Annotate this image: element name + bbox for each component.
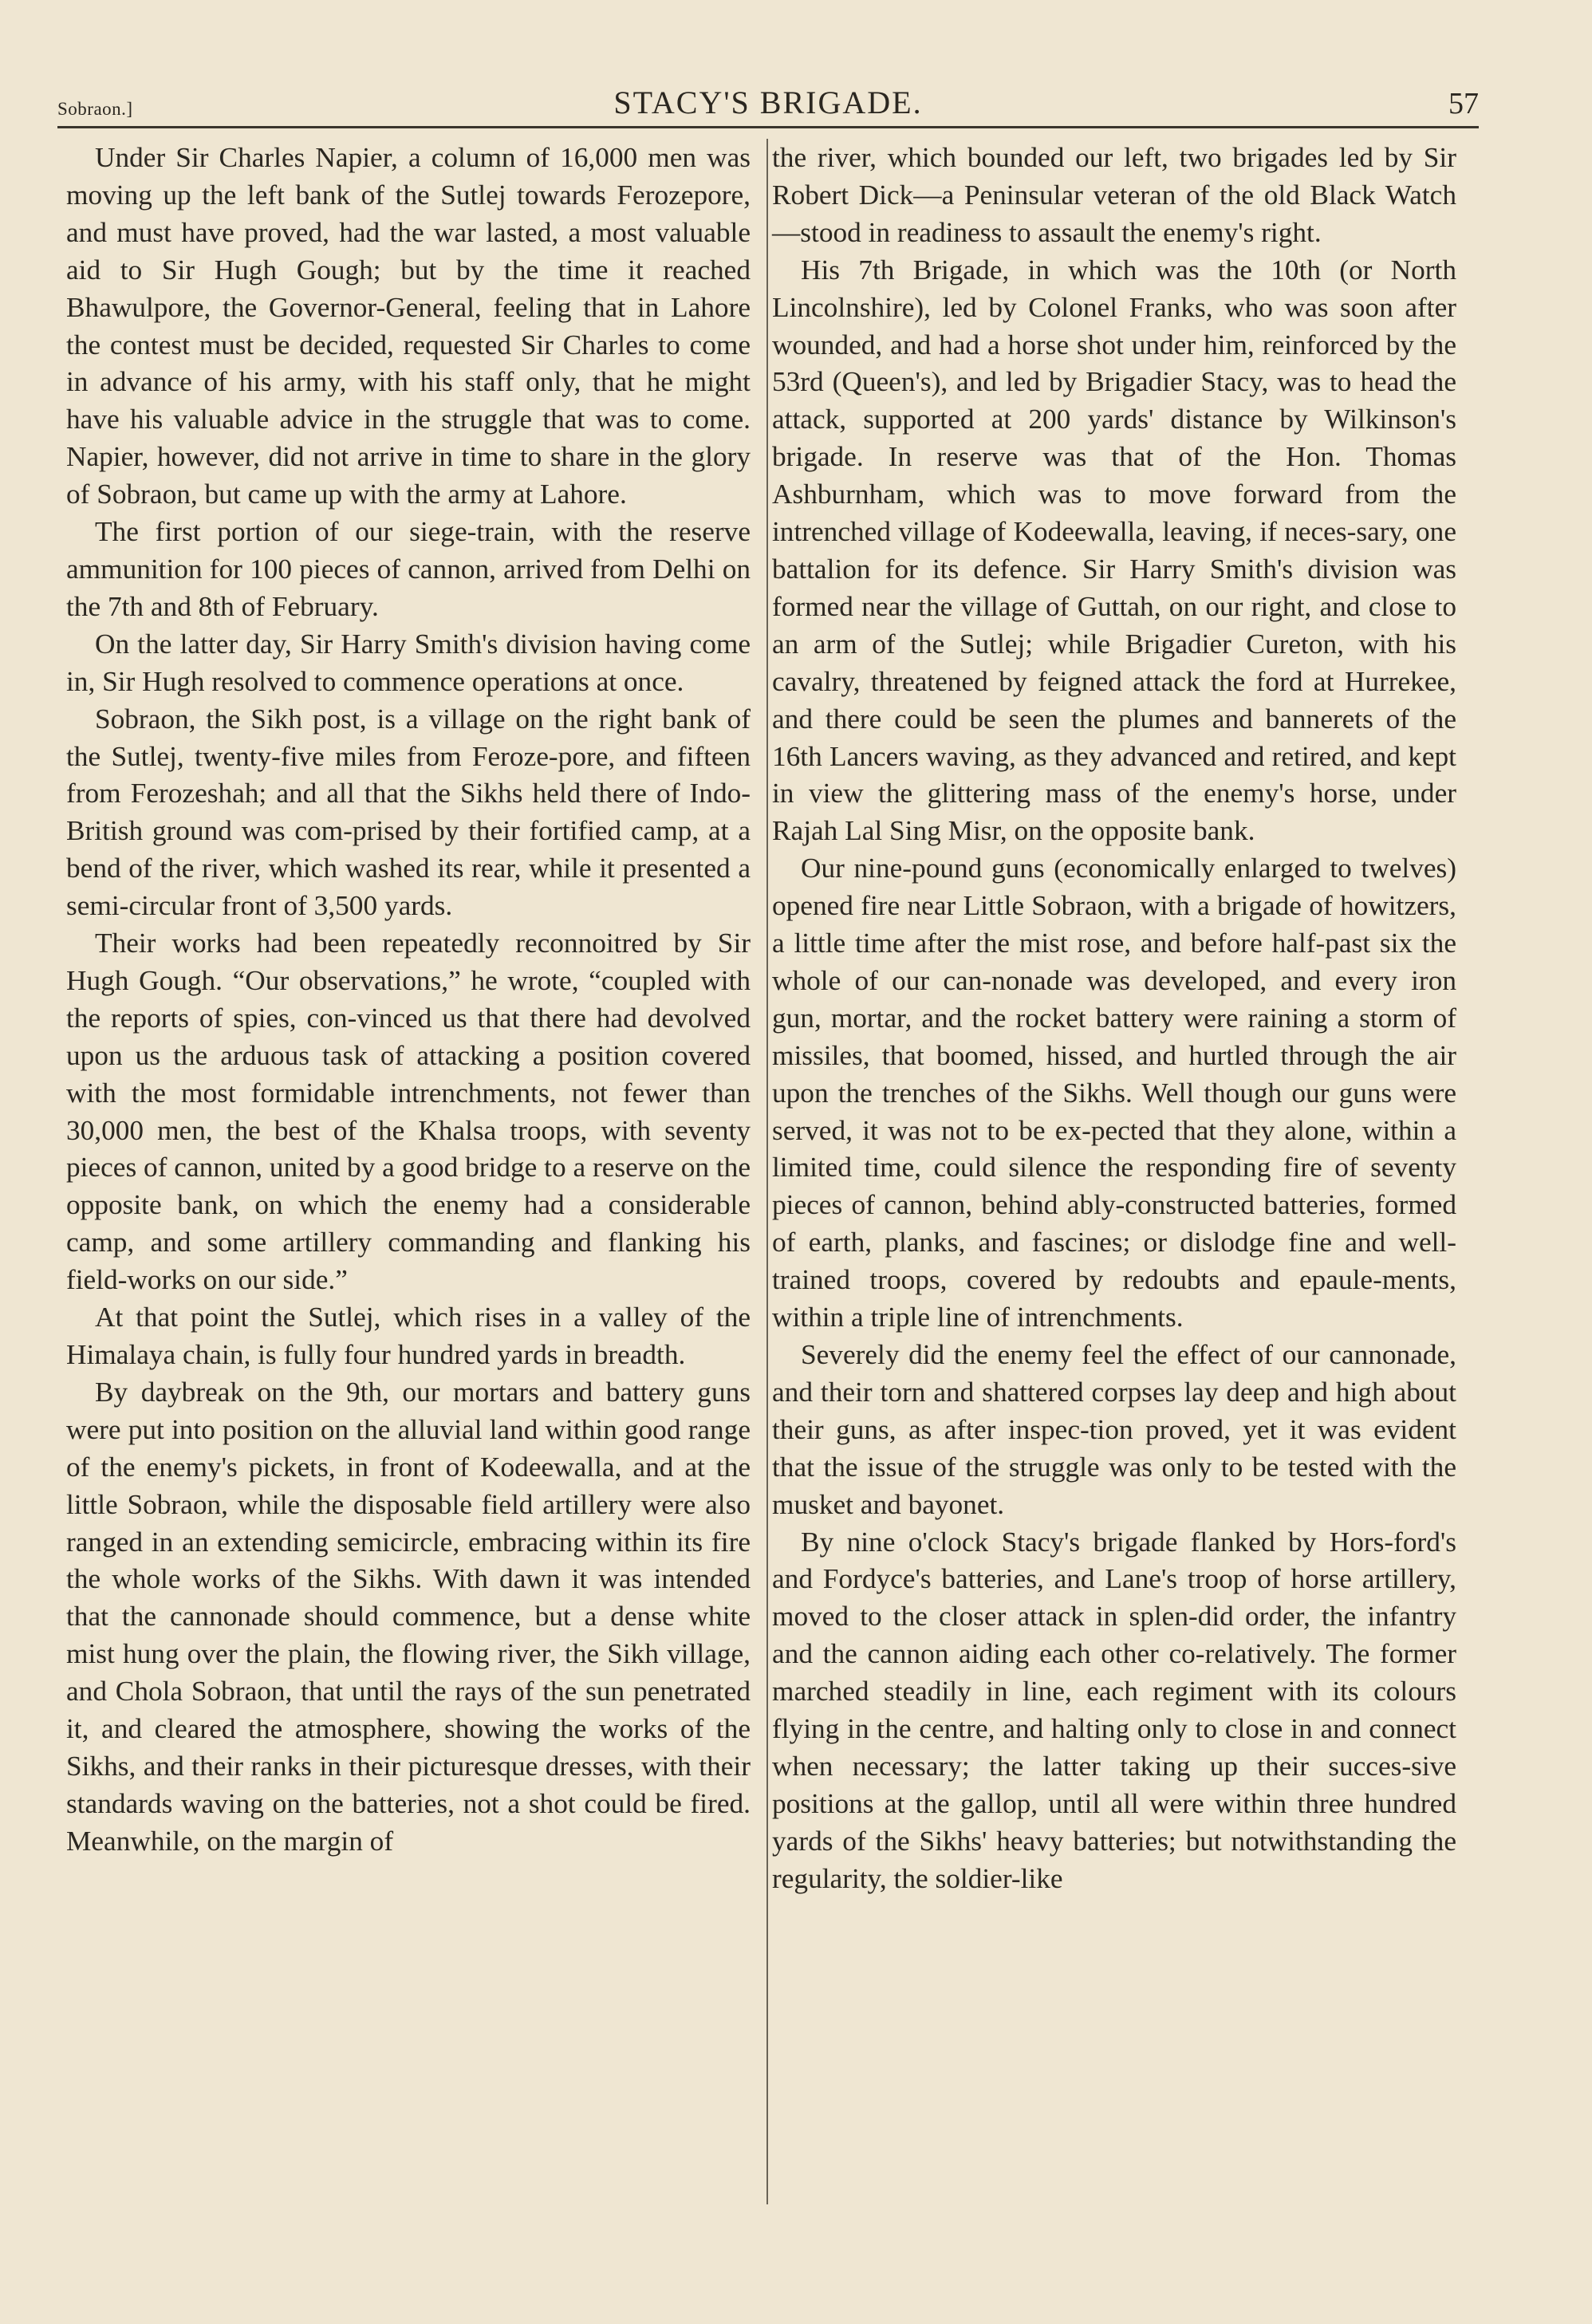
paragraph: At that point the Sutlej, which rises in a valley of the Himalaya chain, is fully four hundred yards in breadth.: [66, 1302, 751, 1370]
paragraph: On the latter day, Sir Harry Smith's division having come in, Sir Hugh resolved to commence operations at once.: [66, 628, 751, 697]
paragraph: Sobraon, the Sikh post, is a village on the right bank of the Sutlej, twenty-five miles from Feroze-pore, and fifteen from Ferozeshah; and all that the Sikhs held there of Indo-British ground was com-prised by their fortified camp, at a bend of the river, which washed its rear, while it presented a semi-circular front of 3,500 yards.: [66, 703, 751, 922]
page-number: 57: [1448, 87, 1479, 120]
page-title: STACY'S BRIGADE.: [613, 85, 923, 120]
right-column: [772, 140, 1456, 1898]
paragraph: By nine o'clock Stacy's brigade flanked by Hors-ford's and Fordyce's batteries, and Lane's troop of horse artillery, moved to the closer attack in splen-did order, the infantry and the cannon aiding each other co-relatively. The former marched steadily in line, each regiment with its colours flying in the centre, and halting only to close in and connect when necessary; the latter taking up their succes-sive positions at the gallop, until all were within three hundred yards of the Sikhs' heavy batteries; but notwithstanding the regularity, the soldier-like: [772, 1526, 1456, 1894]
left-column: [66, 140, 751, 1861]
paragraph: Under Sir Charles Napier, a column of 16,000 men was moving up the left bank of the Sutlej towards Ferozepore, and must have proved, had the war lasted, a most valuable aid to Sir Hugh Gough; but by the time it reached Bhawulpore, the Governor-General, feeling that in Lahore the contest must be decided, requested Sir Charles to come in advance of his army, with his staff only, that he might have his valuable advice in the struggle that was to come. Napier, however, did not arrive in time to share in the glory of Sobraon, but came up with the army at Lahore.: [66, 142, 751, 510]
column-divider: [766, 139, 768, 2204]
paragraph: Severely did the enemy feel the effect of our cannonade, and their torn and shattered corpses lay deep and high about their guns, as after inspec-tion proved, yet it was evident that the issue of the struggle was only to be tested with the musket and bayonet.: [772, 1339, 1456, 1520]
page-header: [57, 80, 1479, 126]
paragraph: By daybreak on the 9th, our mortars and battery guns were put into position on the alluvial land within good range of the enemy's pickets, in front of Kodeewalla, and at the little Sobraon, while the disposable field artillery were also ranged in an extending semicircle, embracing within its fire the whole works of the Sikhs. With dawn it was intended that the cannonade should commence, but a dense white mist hung over the plain, the flowing river, the Sikh village, and Chola Sobraon, that until the rays of the sun penetrated it, and cleared the atmosphere, showing the works of the Sikhs, and their ranks in their picturesque dresses, with their standards waving on the batteries, not a shot could be fired. Meanwhile, on the margin of: [66, 1376, 751, 1857]
paragraph-continued: the river, which bounded our left, two brigades led by Sir Robert Dick—a Peninsular veteran of the old Black Watch—stood in readiness to assault the enemy's right.: [772, 142, 1456, 248]
paragraph: Their works had been repeatedly reconnoitred by Sir Hugh Gough. “Our observations,” he wrote, “coupled with the reports of spies, con-vinced us that there had devolved upon us the arduous task of attacking a position covered with the most formidable intrenchments, not fewer than 30,000 men, the best of the Khalsa troops, with seventy pieces of cannon, united by a good bridge to a reserve on the opposite bank, on which the enemy had a considerable camp, and some artillery commanding and flanking his field-works on our side.”: [66, 928, 751, 1296]
header-rule: [57, 126, 1479, 128]
paragraph: His 7th Brigade, in which was the 10th (or North Lincolnshire), led by Colonel Franks, who was soon after wounded, and had a horse shot under him, reinforced by the 53rd (Queen's), and led by Brigadier Stacy, was to head the attack, supported at 200 yards' distance by Wilkinson's brigade. In reserve was that of the Hon. Thomas Ashburnham, which was to move forward from the intrenched village of Kodeewalla, leaving, if neces-sary, one battalion for its defence. Sir Harry Smith's division was formed near the village of Guttah, on our right, and close to an arm of the Sutlej; while Brigadier Cureton, with his cavalry, threatened by feigned attack the ford at Hurrekee, and there could be seen the plumes and bannerets of the 16th Lancers waving, as they advanced and retired, and kept in view the glittering mass of the enemy's horse, under Rajah Lal Sing Misr, on the opposite bank.: [772, 254, 1456, 847]
paragraph: Our nine-pound guns (economically enlarged to twelves) opened fire near Little Sobraon, with a brigade of howitzers, a little time after the mist rose, and before half-past six the whole of our can-nonade was developed, and every iron gun, mortar, and the rocket battery were raining a storm of missiles, that boomed, hissed, and hurtled through the air upon the trenches of the Sikhs. Well though our guns were served, it was not to be ex-pected that they alone, within a limited time, could silence the responding fire of seventy pieces of cannon, behind ably-constructed batteries, formed of earth, planks, and fascines; or dislodge fine and well-trained troops, covered by redoubts and epaule-ments, within a triple line of intrenchments.: [772, 853, 1456, 1333]
paragraph: The first portion of our siege-train, with the reserve ammunition for 100 pieces of cannon, arrived from Delhi on the 7th and 8th of February.: [66, 516, 751, 622]
running-head: Sobraon.]: [57, 99, 133, 119]
